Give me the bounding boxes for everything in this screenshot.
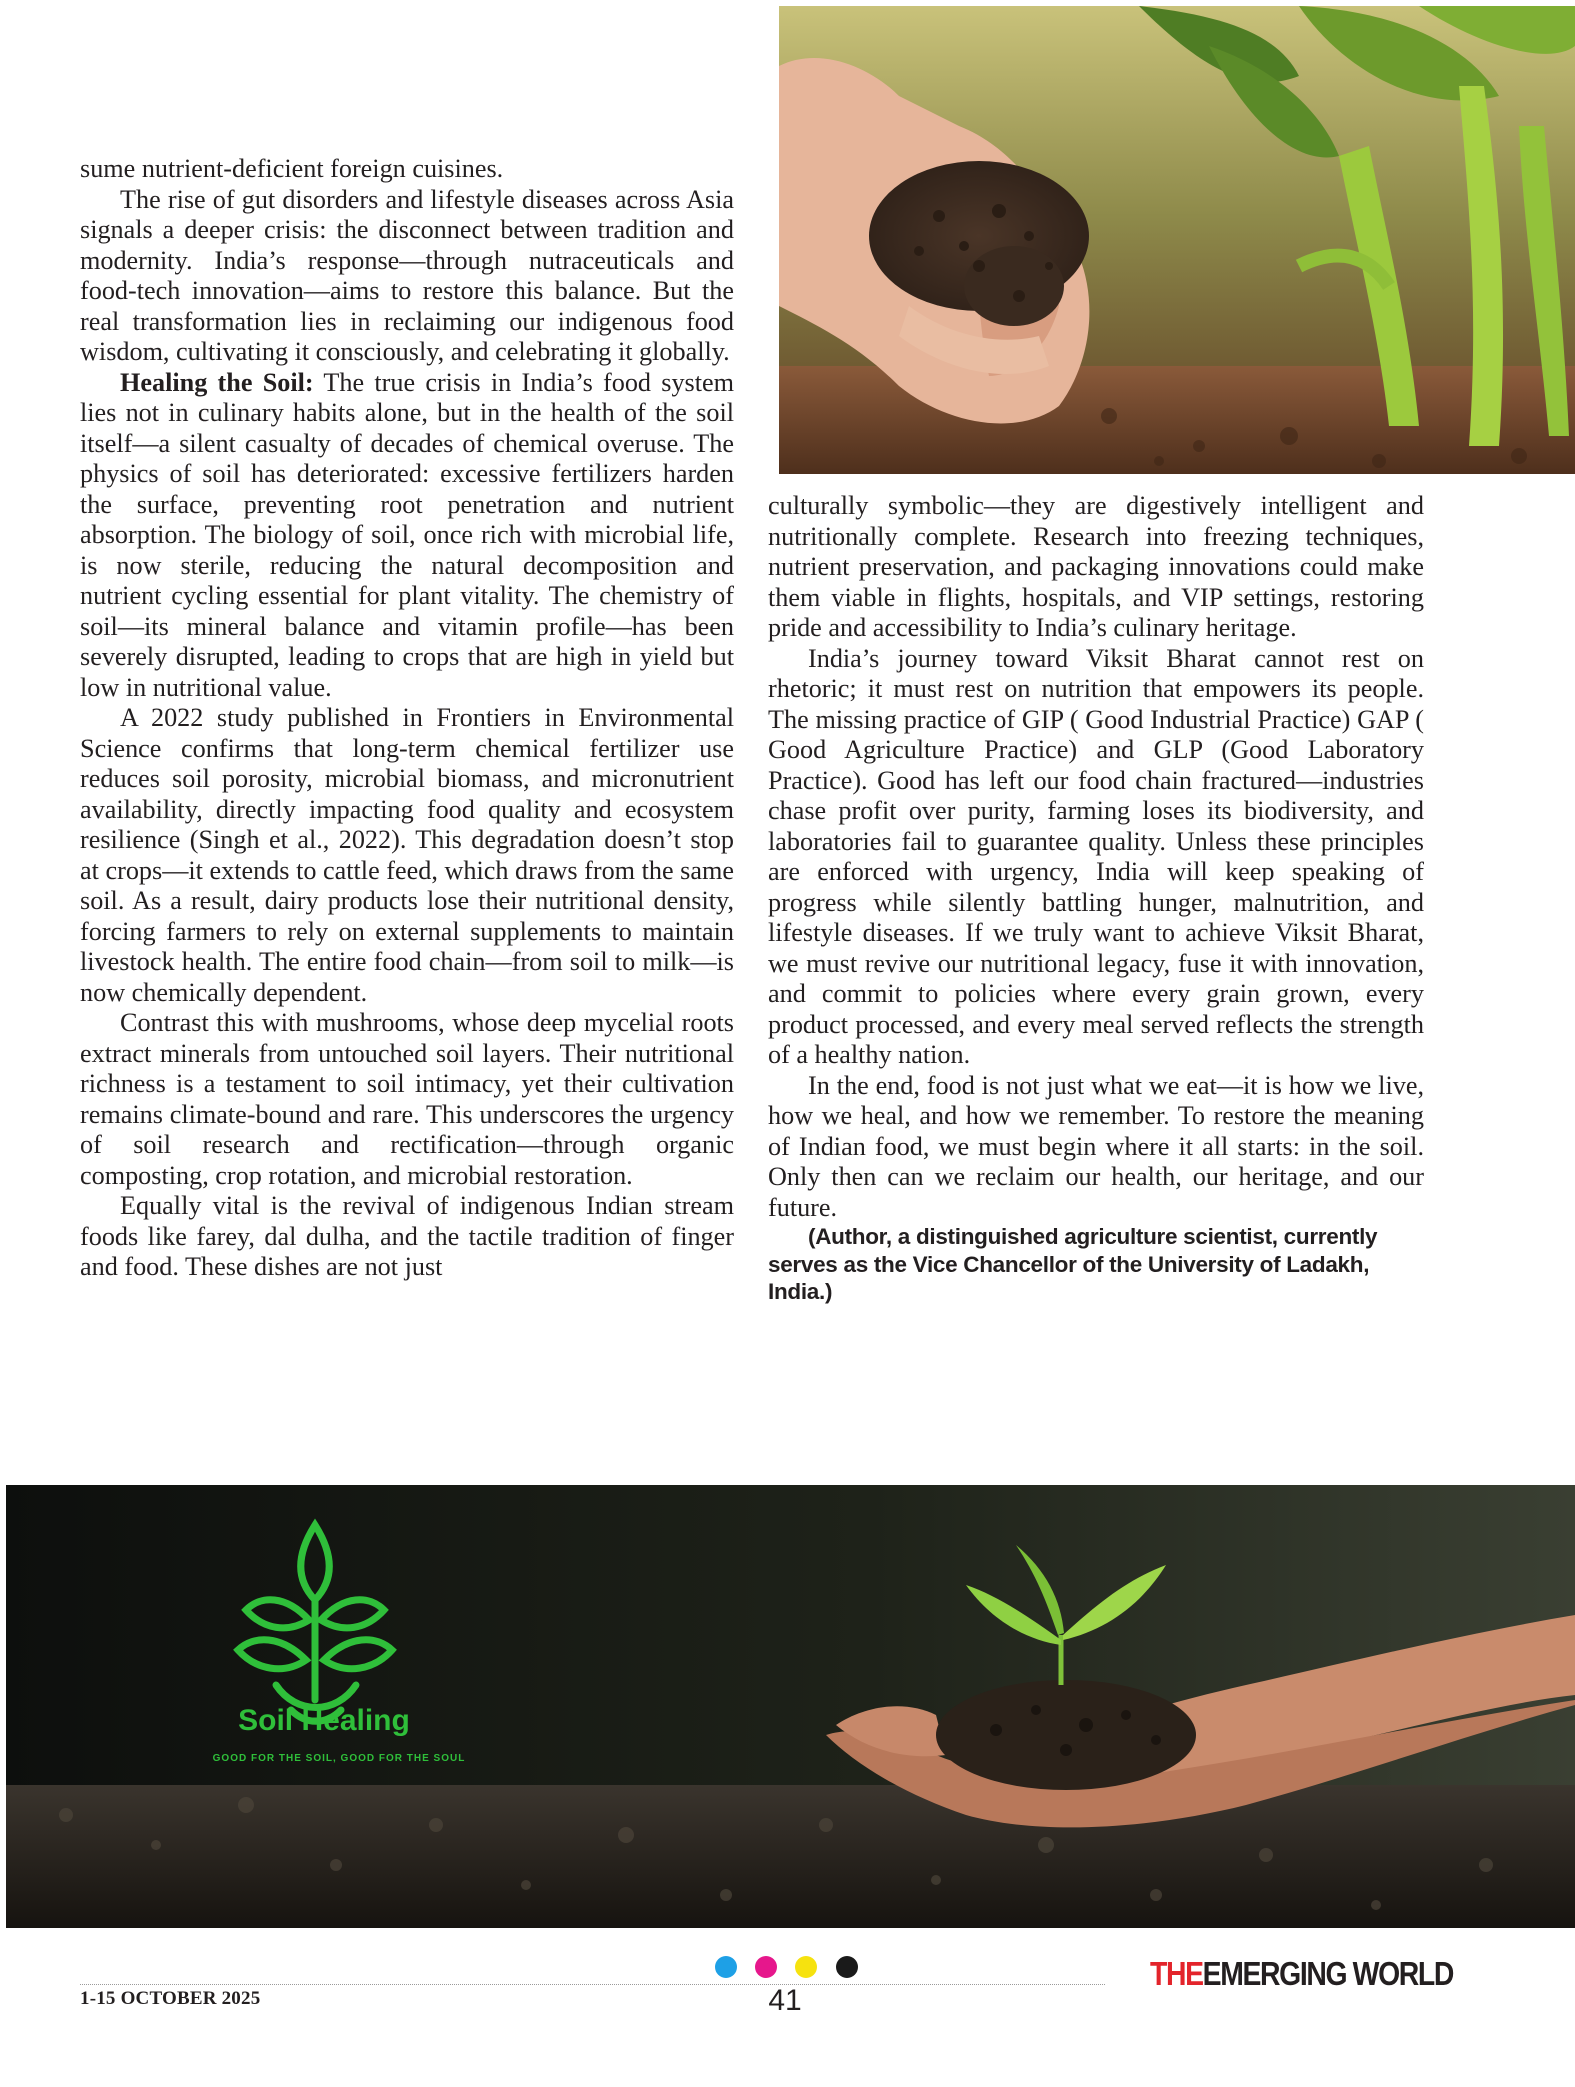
publication-logo-the: THE [1150, 1955, 1203, 1992]
paragraph: The rise of gut disorders and lifestyle diseases across Asia signals a deeper crisis: the disconnect between tradition and modernity. India’s response—through nutraceuticals and food-tech innovation—aims to restore this balance. But the real transformation lies in reclaiming our indigenous food wisdom, cultivating it consciously, and celebrating it globally. [80, 184, 734, 366]
paragraph: sume nutrient-deficient foreign cuisines. [80, 154, 504, 183]
paragraph-text: The true crisis in India’s food system lies not in culinary habits alone, but in the health of the soil itself—a silent casualty of decades of chemical overuse. The physics of soil has deteriorated: excessive fertilizers harden the surface, preventing root penetration and nutrient absorption. The biology of soil, once rich with microbial life, is now sterile, reducing the natural decomposition and nutrient cycling essential for plant vitality. The chemistry of soil—its mineral balance and vitamin profile—has been severely disrupted, leading to crops that are high in yield but low in nutritional value. [80, 367, 734, 702]
paragraph: India’s journey toward Viksit Bharat cannot rest on rhetoric; it must rest on nutrition that empowers its people. The missing practice of GIP ( Good Industrial Practice) GAP ( Good Agriculture Practice) and GLP (Good Laboratory Practice). Good has left our food chain fractured—industries chase profit over purity, farming loses its biodiversity, and laboratories fail to guarantee quality. Unless these principles are enforced with urgency, India will keep speaking of progress while silently battling hunger, malnutrition, and lifestyle diseases. If we truly want to achieve Viksit Bharat, we must revive our nutritional legacy, fuse it with innovation, and commit to policies where every grain grown, every product processed, and every meal served reflects the strength of a healthy nation. [768, 643, 1424, 1069]
paragraph [80, 368, 734, 704]
paragraph: Equally vital is the revival of indigenous Indian stream foods like farey, dal dulha, and the tactile tradition of finger and food. These dishes are not just [80, 1191, 734, 1281]
logo-tagline: GOOD FOR THE SOIL, GOOD FOR THE SOUL [212, 1753, 466, 1764]
paragraph: Contrast this with mushrooms, whose deep mycelial roots extract minerals from untouched soil layers. Their nutritional richness is a testament to soil intimacy, yet their cultivation remains climate-bound and rare. This underscores the urgency of soil research and rectification—through organic composting, crop rotation, and microbial restoration. [80, 1008, 734, 1190]
hand-holding-soil-photo [779, 6, 1575, 474]
print-registration-dot-magenta [755, 1956, 777, 1978]
footer-divider [80, 1984, 1105, 1985]
article-right-column [768, 491, 1424, 1306]
logo-title: Soil Healing [238, 1704, 410, 1737]
paragraph: culturally symbolic—they are digestively intelligent and nutritionally complete. Research into freezing techniques, nutrient preservation, and packaging innovations could make them viable in flights, hospitals, and VIP settings, restoring pride and accessibility to India’s culinary heritage. [768, 491, 1424, 642]
print-registration-dot-cyan [715, 1956, 737, 1978]
print-registration-dot-yellow [795, 1956, 817, 1978]
soil-healing-illustration [6, 1485, 1575, 1928]
paragraph: In the end, food is not just what we eat—it is how we live, how we heal, and how we remember. To restore the meaning of Indian food, we must begin where it all starts: in the soil. Only then can we reclaim our health, our heritage, and our future. [768, 1070, 1424, 1222]
section-lead-in: Healing the Soil: [120, 367, 314, 397]
author-note: (Author, a distinguished agriculture scientist, currently serves as the Vice Chancellor of the University of Ladakh, India.) [768, 1224, 1378, 1304]
soil-hand-illustration [779, 6, 1575, 474]
publication-logo-name: EMERGING WORLD [1202, 1955, 1453, 1992]
page-number: 41 [768, 1984, 802, 2017]
paragraph: A 2022 study published in Frontiers in Environmental Science confirms that long-term chemical fertilizer use reduces soil porosity, microbial biomass, and micronutrient availability, directly impacting food quality and ecosystem resilience (Singh et al., 2022). This degradation doesn’t stop at crops—it extends to cattle feed, which draws from the same soil. As a result, dairy products lose their nutritional density, forcing farmers to rely on external supplements to maintain livestock health. The entire food chain—from soil to milk—is now chemically dependent. [80, 703, 734, 1007]
print-registration-dot-black [836, 1956, 858, 1978]
article-left-column [80, 154, 734, 1283]
soil-healing-banner [6, 1485, 1575, 1928]
issue-date: 1-15 OCTOBER 2025 [80, 1988, 261, 2009]
publication-logo [1150, 1955, 1453, 1993]
